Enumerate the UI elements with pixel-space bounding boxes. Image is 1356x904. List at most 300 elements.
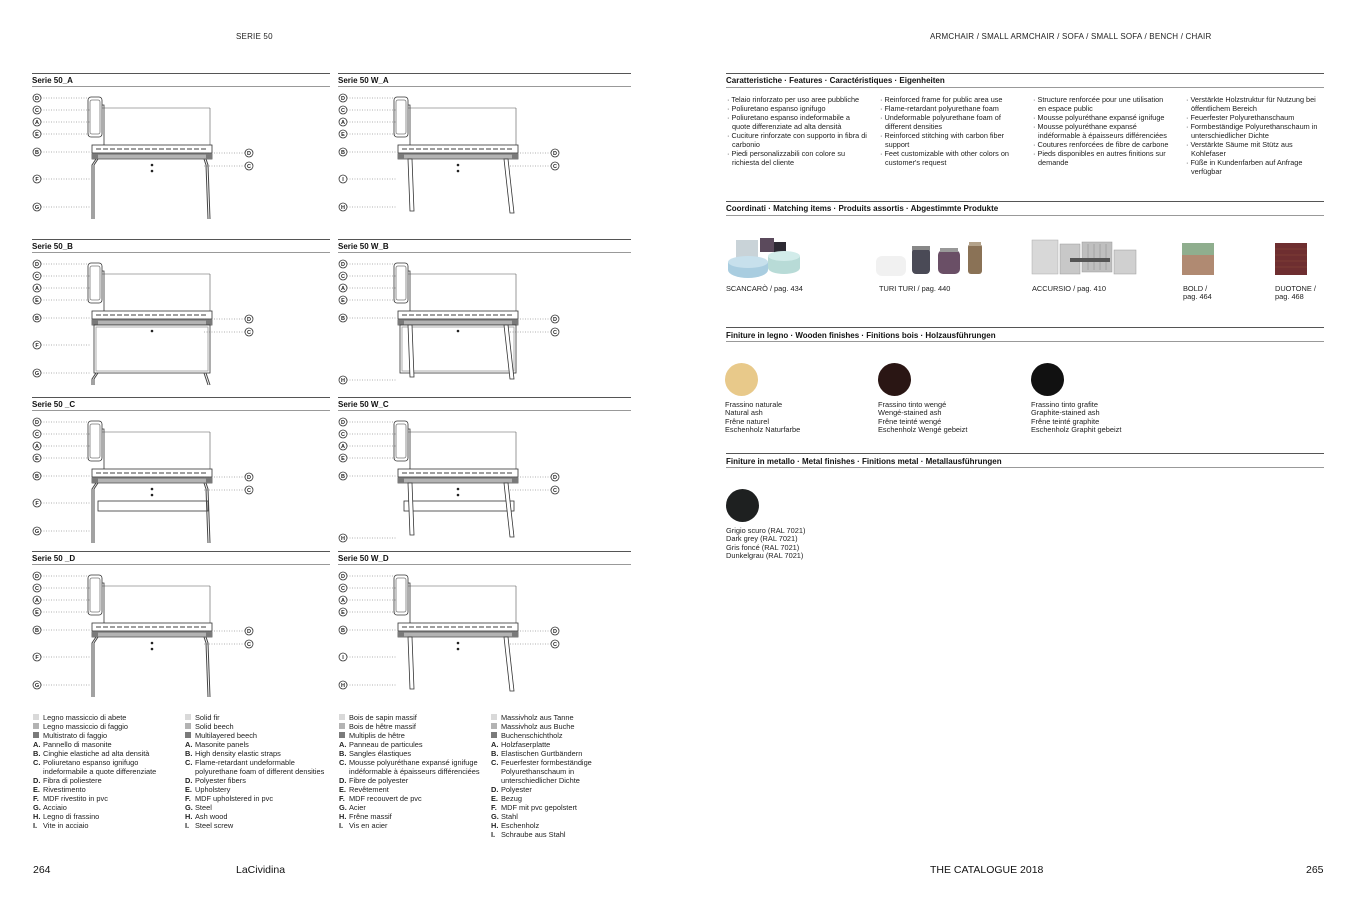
callout-D <box>339 94 396 102</box>
legend-text: Bois de sapin massif <box>349 713 417 722</box>
legend-item <box>185 713 325 722</box>
wood-top-rule <box>726 327 1324 328</box>
legend-item <box>339 776 484 785</box>
panel-title: Serie 50 _C <box>32 400 76 409</box>
panel-title: Serie 50 W_B <box>338 242 389 251</box>
legend-item <box>339 758 484 776</box>
legend-text: Feuerfester formbeständige Polyurethanschaum in unterschiedlicher Dichte <box>501 758 592 785</box>
svg-text:I: I <box>342 655 344 661</box>
legend-item <box>339 731 484 740</box>
svg-text:C: C <box>553 642 557 648</box>
legend-text: Pannello di masonite <box>43 740 112 749</box>
legend-text: Masonite panels <box>195 740 249 749</box>
finish-label-line: Frassino naturale <box>725 400 783 409</box>
svg-text:F: F <box>35 177 39 183</box>
legend-item <box>491 749 631 758</box>
finish-label-line: Dark grey (RAL 7021) <box>726 534 798 544</box>
panel-title-rule <box>338 410 631 411</box>
finish-label-line: Frêne naturel <box>725 416 769 426</box>
legend-item <box>185 794 325 803</box>
wood-bottom-rule <box>726 341 1324 342</box>
material-swatch <box>339 723 345 729</box>
callout-B <box>33 626 90 634</box>
legend-key: G. <box>491 812 499 821</box>
svg-text:D: D <box>35 96 39 102</box>
feature-line: · Poliuretano espanso indeformabile a quote differenziate ad alta densità <box>727 113 850 131</box>
svg-text:C: C <box>35 432 39 438</box>
legend-text: Massivholz aus Buche <box>501 722 575 731</box>
svg-text:E: E <box>341 610 345 616</box>
legend-item <box>33 722 178 731</box>
legend-item <box>339 803 484 812</box>
feature-line: · Structure renforcée pour une utilisation en espace public <box>1033 95 1164 113</box>
legend-key: G. <box>339 803 347 812</box>
callout-B <box>33 472 90 480</box>
feature-line: · Undeformable polyurethane foam of different densities <box>880 113 1001 131</box>
panel-top-rule <box>32 397 330 398</box>
callout-B <box>339 314 396 322</box>
features-top-rule <box>726 73 1324 74</box>
material-swatch <box>33 714 39 720</box>
panel-top-rule <box>32 239 330 240</box>
legend-key: C. <box>491 758 499 767</box>
material-swatch <box>33 732 39 738</box>
callout-C <box>339 272 396 280</box>
svg-text:F: F <box>35 343 39 349</box>
matching-item-accursio[interactable]: ACCURSIO / pag. 410 <box>1032 284 1106 293</box>
matching-top-rule <box>726 201 1324 202</box>
legend-item <box>339 749 484 758</box>
callout-right-C <box>204 162 253 170</box>
legend-text: High density elastic straps <box>195 749 281 758</box>
svg-text:I: I <box>342 177 344 183</box>
legend-text: Solid fir <box>195 713 220 722</box>
legend-key: E. <box>491 794 498 803</box>
panel-title: Serie 50 W_D <box>338 554 389 563</box>
section-drawing <box>32 257 325 407</box>
legend-key: I. <box>33 821 38 830</box>
callout-H <box>339 681 396 689</box>
legend-key: H. <box>185 812 193 821</box>
legend-item <box>491 803 631 812</box>
feature-line: · Füße in Kundenfarben auf Anfrage verfügbar <box>1186 158 1303 176</box>
legend-item <box>33 803 178 812</box>
legend-item <box>33 713 178 722</box>
svg-text:D: D <box>341 420 345 426</box>
finish-label-line: Frêne teinté graphite <box>1031 416 1100 426</box>
svg-text:F: F <box>35 655 39 661</box>
panel-top-rule <box>338 397 631 398</box>
legend-text: Massivholz aus Tanne <box>501 713 574 722</box>
legend-text: Legno massiccio di faggio <box>43 722 129 731</box>
legend-text: Stahl <box>501 812 518 821</box>
finish-label-line: Gris foncé (RAL 7021) <box>726 542 800 552</box>
svg-text:C: C <box>553 488 557 494</box>
material-swatch <box>491 732 497 738</box>
callout-C <box>339 430 396 438</box>
legend-text: Legno massiccio di abete <box>43 713 127 722</box>
svg-text:A: A <box>341 598 345 604</box>
legend-text: Vis en acier <box>349 821 388 830</box>
svg-text:A: A <box>35 598 39 604</box>
matching-item-bold[interactable]: BOLD / pag. 464 <box>1183 284 1212 302</box>
feature-line: · Mousse polyuréthane expansé ignifuge <box>1033 113 1165 122</box>
wood-finishes-title: Finiture in legno · Wooden finishes · Finitions bois · Holzausführungen <box>726 331 996 340</box>
features-col-en <box>880 95 1020 167</box>
svg-text:C: C <box>247 164 251 170</box>
callout-E <box>33 130 90 138</box>
callout-right-C <box>204 328 253 336</box>
svg-text:A: A <box>341 286 345 292</box>
callout-B <box>339 148 396 156</box>
header-category-list: ARMCHAIR / SMALL ARMCHAIR / SOFA / SMALL SOFA / BENCH / CHAIR <box>930 32 1212 41</box>
legend-text: Ash wood <box>195 812 228 821</box>
panel-title-rule <box>32 410 330 411</box>
svg-text:C: C <box>35 108 39 114</box>
legend-text: Sangles élastiques <box>349 749 412 758</box>
material-swatch <box>185 714 191 720</box>
svg-text:B: B <box>35 316 39 322</box>
legend-key: G. <box>185 803 193 812</box>
material-swatch <box>491 723 497 729</box>
finish-swatch[interactable] <box>725 363 758 396</box>
svg-text:H: H <box>341 378 345 384</box>
legend-item <box>185 749 325 758</box>
legend-key: D. <box>33 776 41 785</box>
legend-key: B. <box>339 749 347 758</box>
svg-text:A: A <box>35 444 39 450</box>
callout-A <box>33 596 90 604</box>
legend-text: Multilayered beech <box>195 731 258 740</box>
legend-key: A. <box>185 740 193 749</box>
matching-item-duotone[interactable]: DUOTONE / pag. 468 <box>1275 284 1316 302</box>
legend-text: Rivestimento <box>43 785 86 794</box>
legend-key: E. <box>339 785 346 794</box>
legend-key: E. <box>33 785 40 794</box>
legend-item <box>185 812 325 821</box>
section-drawing <box>338 415 631 565</box>
legend-item <box>33 812 178 821</box>
legend-text: Schraube aus Stahl <box>501 830 566 839</box>
svg-text:F: F <box>35 501 39 507</box>
svg-text:D: D <box>553 475 557 481</box>
panel-title-rule <box>338 564 631 565</box>
svg-text:E: E <box>341 132 345 138</box>
callout-D <box>33 572 90 580</box>
panel-top-rule <box>338 73 631 74</box>
legend-item <box>339 722 484 731</box>
legend-text: Multiplis de hêtre <box>349 731 405 740</box>
feature-line: · Coutures renforcées de fibre de carbone <box>1033 140 1169 149</box>
panel-title: Serie 50 W_A <box>338 76 389 85</box>
feature-line: · Reinforced stitching with carbon fiber support <box>880 131 1005 149</box>
finish-label-line: Eschenholz Wengé gebeizt <box>878 425 968 435</box>
matching-bottom-rule <box>726 215 1324 216</box>
callout-E <box>33 608 90 616</box>
svg-text:C: C <box>341 586 345 592</box>
legend-item <box>491 713 631 722</box>
header-series-title: SERIE 50 <box>236 32 273 41</box>
svg-text:D: D <box>247 317 251 323</box>
svg-text:H: H <box>341 536 345 542</box>
callout-F <box>33 653 90 661</box>
callout-right-C <box>204 486 253 494</box>
legend-text: Solid beech <box>195 722 234 731</box>
feature-line: · Flame-retardant polyurethane foam <box>880 104 999 113</box>
svg-text:D: D <box>553 151 557 157</box>
legend-item <box>339 812 484 821</box>
callout-G <box>33 203 90 211</box>
callout-D <box>339 260 396 268</box>
matching-item-scancaro[interactable]: SCANCARÒ / pag. 434 <box>726 284 803 293</box>
legend-item <box>33 740 178 749</box>
panel-top-rule <box>32 551 330 552</box>
scancaro-product-image <box>726 234 806 282</box>
legend-text: Eschenholz <box>501 821 540 830</box>
svg-text:C: C <box>247 330 251 336</box>
matching-title: Coordinati · Matching items · Produits assortis · Abgestimmte Produkte <box>726 204 999 213</box>
legend-key: F. <box>185 794 191 803</box>
svg-text:B: B <box>35 474 39 480</box>
callout-A <box>33 442 90 450</box>
svg-text:C: C <box>35 586 39 592</box>
svg-text:A: A <box>35 286 39 292</box>
svg-text:D: D <box>247 151 251 157</box>
finish-label-line: Eschenholz Graphit gebeizt <box>1031 425 1122 435</box>
legend-item <box>491 785 631 794</box>
feature-line: · Poliuretano espanso ignifugo <box>727 104 826 113</box>
legend-text: Legno di frassino <box>43 812 100 821</box>
legend-text: Buchenschichtholz <box>501 731 563 740</box>
callout-B <box>339 626 396 634</box>
legend-item <box>491 794 631 803</box>
legend-item <box>491 722 631 731</box>
finish-label-line: Frassino tinto wengé <box>878 400 947 409</box>
accursio-product-image <box>1030 236 1140 280</box>
finish-label <box>725 401 800 435</box>
svg-text:D: D <box>35 262 39 268</box>
callout-D <box>339 418 396 426</box>
metal-finishes-title: Finiture in metallo · Metal finishes · Finitions metal · Metallausführungen <box>726 457 1002 466</box>
svg-text:H: H <box>341 683 345 689</box>
legend-german <box>491 713 631 839</box>
legend-item <box>185 776 325 785</box>
legend-text: Polyester fibers <box>195 776 246 785</box>
material-swatch <box>339 732 345 738</box>
legend-item <box>339 740 484 749</box>
feature-line: · Feet customizable with other colors on customer's request <box>880 149 1009 167</box>
features-bottom-rule <box>726 87 1324 88</box>
svg-text:C: C <box>35 274 39 280</box>
finish-swatch[interactable] <box>878 363 911 396</box>
legend-item <box>33 749 178 758</box>
metal-bottom-rule <box>726 467 1324 468</box>
panel-title: Serie 50_A <box>32 76 73 85</box>
svg-text:G: G <box>34 529 40 535</box>
panel-title: Serie 50_B <box>32 242 73 251</box>
svg-text:H: H <box>341 205 345 211</box>
features-col-it <box>727 95 867 167</box>
feature-line: · Mousse polyuréthane expansé indéformable à épaisseurs différenciées <box>1033 122 1167 140</box>
legend-item <box>33 821 178 830</box>
svg-text:E: E <box>35 456 39 462</box>
feature-line: · Telaio rinforzato per uso aree pubbliche <box>727 95 860 104</box>
feature-line: · Pieds disponibles en autres finitions sur demande <box>1033 149 1166 167</box>
legend-key: B. <box>185 749 193 758</box>
legend-item <box>339 785 484 794</box>
feature-line: · Verstärkte Säume mit Stütz aus Kohlefaser <box>1186 140 1293 158</box>
legend-item <box>185 803 325 812</box>
turi-turi-product-image <box>876 240 996 280</box>
legend-item <box>185 785 325 794</box>
legend-key: C. <box>339 758 347 767</box>
material-swatch <box>185 732 191 738</box>
svg-text:C: C <box>247 642 251 648</box>
svg-text:G: G <box>34 205 40 211</box>
legend-text: Panneau de particules <box>349 740 423 749</box>
callout-H <box>339 376 396 384</box>
feature-line: · Verstärkte Holzstruktur für Nutzung bei öffentlichem Bereich <box>1186 95 1316 113</box>
finish-swatch[interactable] <box>1031 363 1064 396</box>
svg-text:G: G <box>34 683 40 689</box>
svg-text:A: A <box>341 444 345 450</box>
panel-title-rule <box>32 564 330 565</box>
callout-A <box>33 284 90 292</box>
legend-text: Elastischen Gurtbändern <box>501 749 583 758</box>
legend-text: Fibre de polyester <box>349 776 409 785</box>
legend-item <box>185 740 325 749</box>
duotone-product-image <box>1275 243 1309 277</box>
panel-title: Serie 50 W_C <box>338 400 389 409</box>
svg-text:D: D <box>553 629 557 635</box>
feature-line: · Reinforced frame for public area use <box>880 95 1003 104</box>
legend-key: D. <box>185 776 193 785</box>
svg-text:D: D <box>247 475 251 481</box>
svg-text:B: B <box>341 628 345 634</box>
finish-label-line: Frêne teinté wengé <box>878 416 942 426</box>
legend-item <box>491 740 631 749</box>
legend-text: MDF upholstered in pvc <box>195 794 274 803</box>
legend-key: B. <box>33 749 41 758</box>
svg-text:D: D <box>35 574 39 580</box>
legend-item <box>33 785 178 794</box>
features-title: Caratteristiche · Features · Caractéristiques · Eigenheiten <box>726 76 945 85</box>
callout-E <box>339 130 396 138</box>
legend-text: Vite in acciaio <box>43 821 89 830</box>
legend-key: E. <box>185 785 192 794</box>
finish-label <box>726 527 805 561</box>
legend-key: F. <box>33 794 39 803</box>
legend-text: Frêne massif <box>349 812 392 821</box>
svg-text:B: B <box>341 150 345 156</box>
callout-G <box>33 369 90 377</box>
legend-text: Revêtement <box>349 785 389 794</box>
callout-C <box>339 106 396 114</box>
legend-text: Acier <box>349 803 366 812</box>
legend-text: Flame-retardant undeformable polyurethane foam of different densities <box>195 758 325 776</box>
callout-C <box>33 106 90 114</box>
material-swatch <box>491 714 497 720</box>
legend-text: Multistrato di faggio <box>43 731 108 740</box>
svg-text:D: D <box>35 420 39 426</box>
legend-item <box>339 794 484 803</box>
metal-top-rule <box>726 453 1324 454</box>
callout-H <box>339 534 396 542</box>
svg-text:D: D <box>247 629 251 635</box>
callout-I <box>339 175 396 183</box>
callout-E <box>33 296 90 304</box>
svg-text:C: C <box>341 432 345 438</box>
legend-key: C. <box>185 758 193 767</box>
callout-D <box>339 572 396 580</box>
svg-text:C: C <box>341 274 345 280</box>
legend-key: D. <box>339 776 347 785</box>
callout-C <box>33 430 90 438</box>
svg-text:E: E <box>35 298 39 304</box>
bold-product-image <box>1182 243 1216 277</box>
legend-text: Steel screw <box>195 821 234 830</box>
svg-text:D: D <box>553 317 557 323</box>
brand-name: LaCividina <box>236 864 286 876</box>
legend-text: Steel <box>195 803 212 812</box>
feature-line: · Cuciture rinforzate con supporto in fibra di carbonio <box>727 131 867 149</box>
legend-key: G. <box>33 803 41 812</box>
svg-text:C: C <box>553 164 557 170</box>
legend-key: I. <box>339 821 344 830</box>
page-number-left: 264 <box>33 864 51 876</box>
panel-title-rule <box>32 86 330 87</box>
feature-line: · Formbeständige Polyurethanschaum in unterschiedlicher Dichte <box>1186 122 1318 140</box>
finish-label-line: Frassino tinto grafite <box>1031 400 1098 409</box>
callout-A <box>33 118 90 126</box>
svg-text:D: D <box>341 96 345 102</box>
callout-E <box>33 454 90 462</box>
callout-right-C <box>204 640 253 648</box>
svg-text:B: B <box>35 628 39 634</box>
finish-label-line: Graphite-stained ash <box>1031 408 1100 418</box>
legend-item <box>185 758 325 776</box>
legend-text: Fibra di poliestere <box>43 776 102 785</box>
legend-key: H. <box>491 821 499 830</box>
legend-italian <box>33 713 178 830</box>
legend-item <box>339 821 484 830</box>
callout-E <box>339 296 396 304</box>
svg-text:G: G <box>34 371 40 377</box>
callout-D <box>33 94 90 102</box>
features-col-de <box>1186 95 1324 176</box>
matching-item-turi-turi[interactable]: TURI TURI / pag. 440 <box>879 284 951 293</box>
material-swatch <box>339 714 345 720</box>
legend-item <box>491 731 631 740</box>
legend-key: A. <box>33 740 41 749</box>
legend-item <box>33 794 178 803</box>
finish-swatch[interactable] <box>726 489 759 522</box>
svg-text:E: E <box>35 610 39 616</box>
legend-text: Poliuretano espanso ignifugo indeformabile a quote differenziate <box>43 758 157 776</box>
legend-item <box>33 776 178 785</box>
feature-line: · Feuerfester Polyurethanschaum <box>1186 113 1295 122</box>
legend-item <box>185 722 325 731</box>
legend-item <box>33 758 178 776</box>
svg-text:C: C <box>553 330 557 336</box>
callout-C <box>339 584 396 592</box>
callout-B <box>33 148 90 156</box>
legend-key: C. <box>33 758 41 767</box>
panel-title-rule <box>32 252 330 253</box>
svg-text:A: A <box>341 120 345 126</box>
svg-text:C: C <box>247 488 251 494</box>
legend-item <box>491 758 631 785</box>
